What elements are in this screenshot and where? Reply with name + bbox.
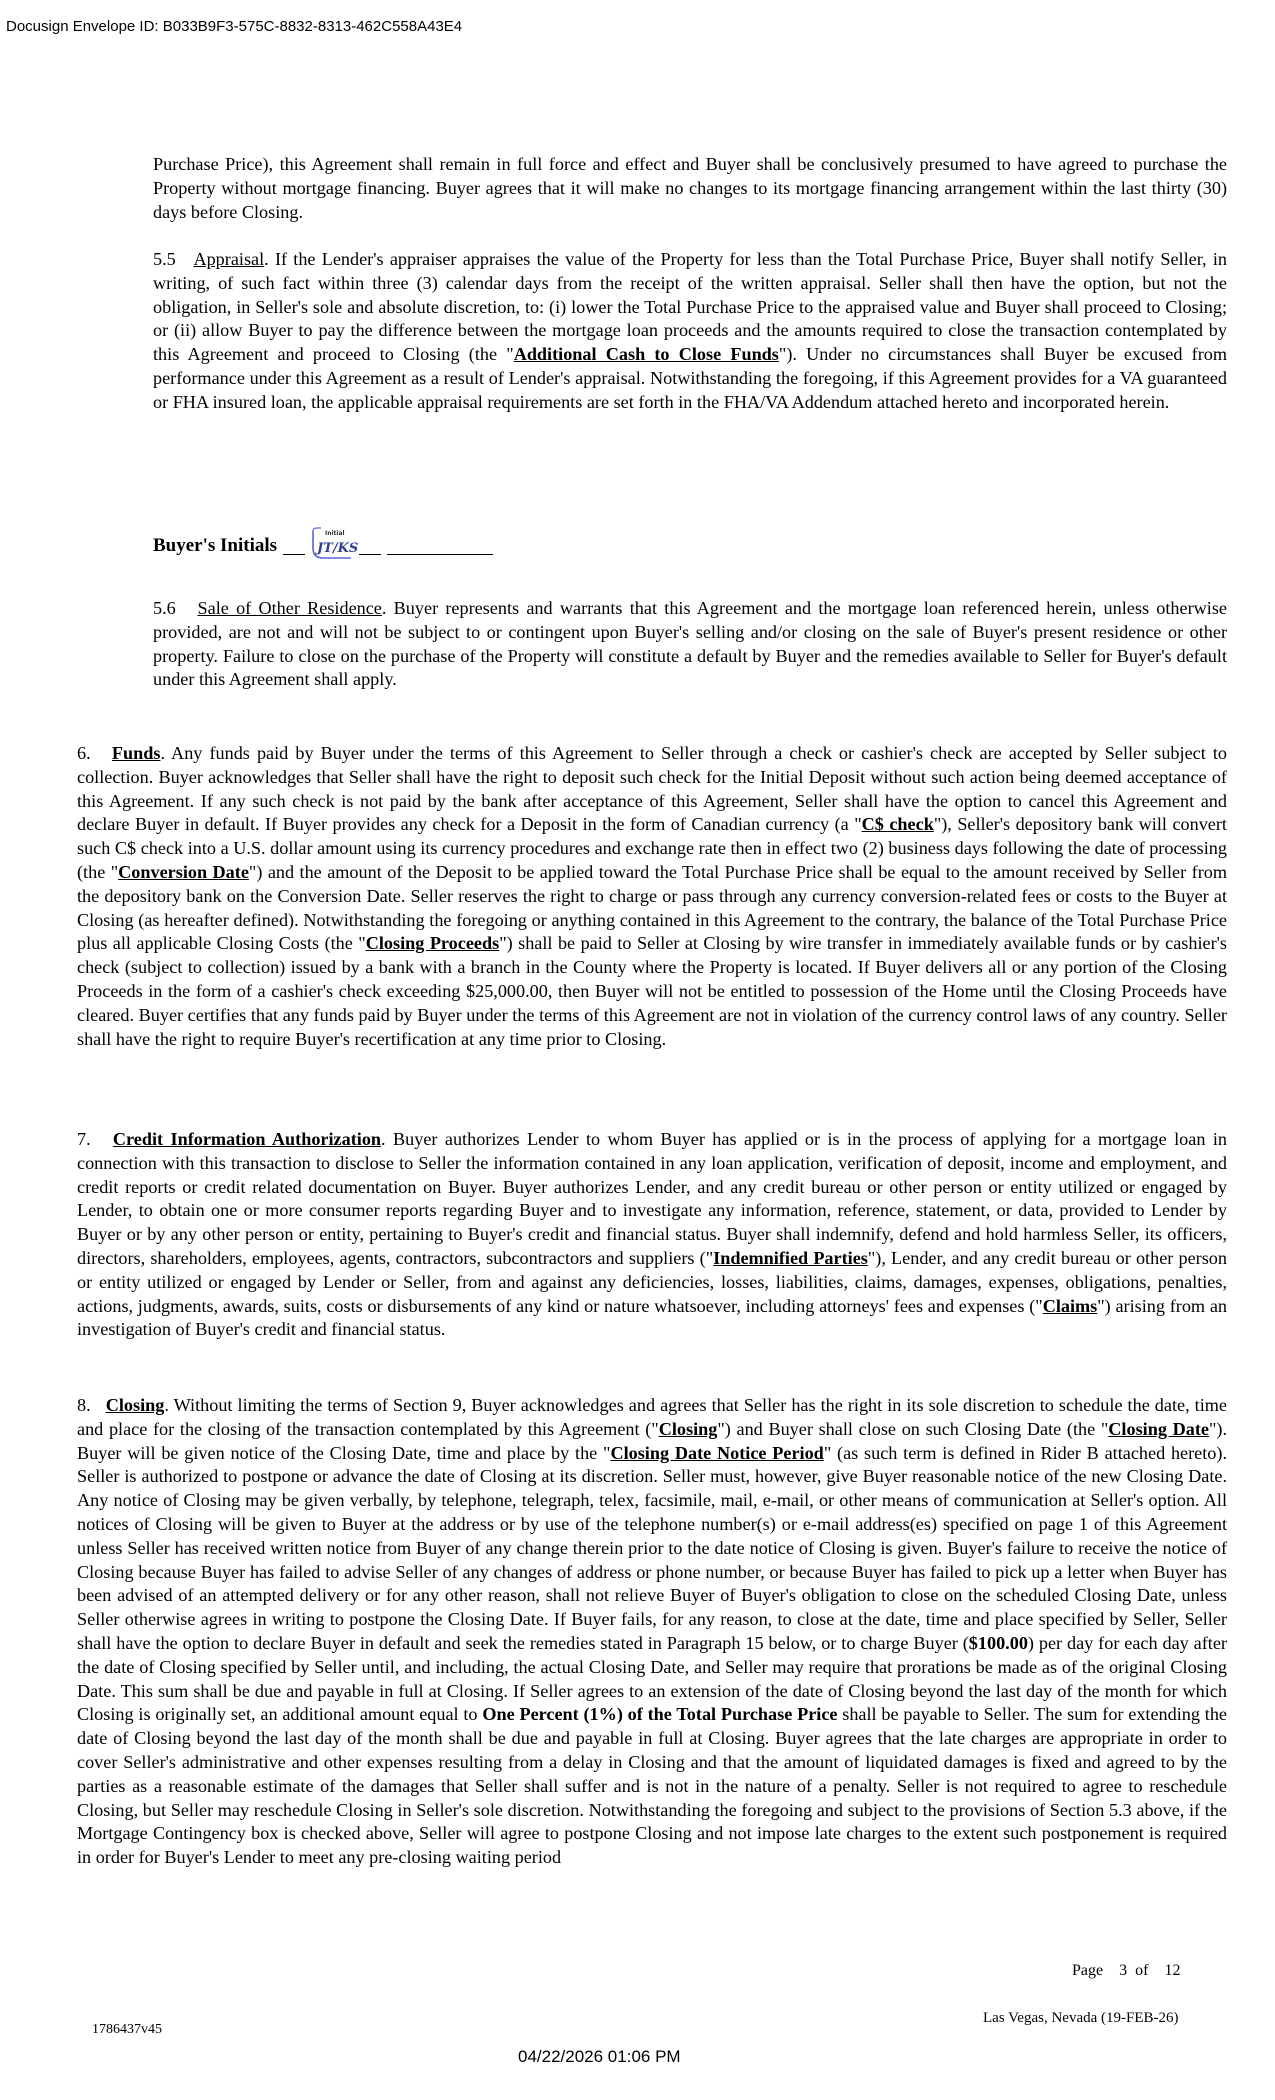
section-text: ") shall be paid to Seller at Closing by wire transfer in immediately available funds or by cashier's check (subject to collection) issued by a bank with a branch in the County where the Property is located. If Buyer delivers all or any portion of the Closing Proceeds in the form of a cashier's check exceeding $25,000.00, then Buyer will not be entitled to possession of the Home until the Closing Proceeds have cleared. Buyer certifies that any funds paid by Buyer under the terms of this Agreement are not in violation of the currency control laws of any country. Seller shall have the right to require Buyer's recertification at any time prior to Closing.	[77, 933, 1227, 1049]
initials-box-label: Initial	[325, 530, 345, 537]
section-text: ") and Buyer shall close on such Closing Date (the "	[717, 1418, 1109, 1439]
bold-amount: $100.00	[968, 1632, 1028, 1653]
initials-label: Buyer's Initials	[153, 535, 278, 556]
section-text: ") arising from an investigation of Buyer's credit and financial status.	[77, 1295, 1227, 1340]
buyers-initials	[153, 528, 493, 564]
location-date: Las Vegas, Nevada (19-FEB-26)	[983, 2010, 1179, 2026]
section-text: . If the Lender's appraiser appraises the value of the Property for less than the Total Purchase Price, Buyer shall notify Seller, in writing, of such fact within three (3) calendar days from the receipt of the written appraisal. Seller shall then have the option, but not the obligation, in Seller's sole and absolute discretion, to: (i) lower the Total Purchase Price to the appraised value and Buyer shall proceed to Closing; or (ii) allow Buyer to pay the difference between the mortgage loan proceeds and the amounts required to close the transaction contemplated by this Agreement and proceed to Closing (the "	[153, 249, 1227, 365]
page-current: 3	[1119, 1962, 1128, 1979]
defined-term: Indemnified Parties	[713, 1247, 868, 1268]
defined-term: Closing Proceeds	[365, 933, 500, 954]
section-text: . Buyer authorizes Lender to whom Buyer has applied or is in the process of applying for a mortgage loan in connection with this transaction to disclose to Seller the information contained in any loan application, verification of deposit, income and employment, and credit reports or credit related documentation on Buyer. Buyer authorizes Lender, and any credit bureau or other person or entity utilized or engaged by Lender, to obtain one or more consumer reports regarding Buyer and to investigate any information, reference, statement, or data, provided to Lender by Buyer or by any other person or entity, pertaining to Buyer's credit and financial status. Buyer shall indemnify, defend and hold harmless Seller, its officers, directors, shareholders, employees, agents, contractors, subcontractors and suppliers ("	[77, 1129, 1228, 1268]
signature-line	[359, 538, 381, 555]
page-label: Page	[1072, 1962, 1104, 1979]
initials-signature-box[interactable]	[307, 528, 359, 564]
defined-term: Conversion Date	[118, 861, 249, 882]
defined-term: Closing	[658, 1418, 718, 1439]
page-of: of	[1135, 1962, 1149, 1979]
section-text: . Without limiting the terms of Section 9, Buyer acknowledges and agrees that Seller has the right in its sole discretion to schedule the date, time and place for the closing of the transaction contemplated by this Agreement ("	[77, 1395, 1227, 1439]
section-text: "), Lender, and any credit bureau or other person or entity utilized or engaged by Lender or Seller, from and against any deficiencies, losses, liabilities, claims, damages, expenses, obligations, penalties, actions, judgments, awards, suits, costs or disbursements of any kind or nature whatsoever, including attorneys' fees and expenses ("	[77, 1247, 1227, 1316]
defined-term: Additional Cash to Close Funds	[513, 344, 779, 365]
page-number	[1072, 1962, 1180, 1980]
section-6	[77, 742, 1227, 1051]
section-title: Sale of Other Residence	[197, 598, 382, 618]
signature-line	[387, 538, 493, 555]
section-title: Credit Information Authorization	[112, 1129, 382, 1149]
initials-signature-graphic	[307, 528, 359, 566]
section-number: 8.	[77, 1395, 91, 1415]
timestamp: 04/22/2026 01:06 PM	[518, 2047, 681, 2066]
section-text: "), Seller's depository bank will convert such C$ check into a U.S. dollar amount using its currency procedures and exchange rate then in effect two (2) business days following the date of processing (the "	[77, 814, 1227, 882]
paragraph-5-4-continuation: Purchase Price), this Agreement shall remain in full force and effect and Buyer shall be conclusively presumed to have agreed to purchase the Property without mortgage financing. Buyer agrees that it will make no changes to its mortgage financing arrangement within the last thirty (30) days before Closing.	[153, 154, 1227, 222]
signature-line	[283, 538, 305, 555]
defined-term: Claims	[1042, 1295, 1098, 1316]
section-text: "). Buyer will be given notice of the Closing Date, time and place by the "	[77, 1418, 1227, 1463]
document-id: 1786437v45	[92, 2022, 162, 2037]
section-text: ") and the amount of the Deposit to be applied toward the Total Purchase Price shall be equal to the amount received by Seller from the depository bank on the Conversion Date. Seller reserves the right to charge or pass through any currency conversion-related fees or costs to the Buyer at Closing (as hereafter defined). Notwithstanding the foregoing or anything contained in this Agreement to the contrary, the balance of the Total Purchase Price plus all applicable Closing Costs (the "	[77, 861, 1227, 954]
envelope-id: Docusign Envelope ID: B033B9F3-575C-8832-8313-462C558A43E4	[6, 18, 463, 35]
bold-amount: One Percent (1%) of the Total Purchase Price	[482, 1704, 838, 1725]
section-text: " (as such term is defined in Rider B attached hereto). Seller is authorized to postpone or advance the date of Closing at its discretion. Seller must, however, give Buyer reasonable notice of the new Closing Date. Any notice of Closing may be given verbally, by telephone, telegraph, telex, facsimile, mail, e-mail, or other means of communication at Seller's option. All notices of Closing will be given to Buyer at the address or by use of the telephone number(s) or e-mail address(es) specified on page 1 of this Agreement unless Seller has received written notice from Buyer of any change therein prior to the date notice of Closing is given. Buyer's failure to receive the notice of Closing because Buyer has failed to advise Seller of any changes of address or phone number, or because Buyer has failed to pick up a letter when Buyer has been advised of an attempted delivery or for any other reason, shall not relieve Buyer of Buyer's obligation to close on the scheduled Closing Date, unless Seller otherwise agrees in writing to postpone the Closing Date. If Buyer fails, for any reason, to close at the date, time and place specified by Seller, Seller shall have the option to declare Buyer in default and seek the remedies stated in Paragraph 15 below, or to charge Buyer (	[77, 1442, 1227, 1653]
section-7	[77, 1128, 1227, 1342]
section-text: . Any funds paid by Buyer under the terms of this Agreement to Seller through a check or cashier's check are accepted by Seller subject to collection. Buyer acknowledges that Seller shall have the right to deposit such check for the Initial Deposit without such action being deemed acceptance of this Agreement. If any such check is not paid by the bank after acceptance of this Agreement, Seller shall have the option to cancel this Agreement and declare Buyer in default. If Buyer provides any check for a Deposit in the form of Canadian currency (a "	[77, 743, 1228, 835]
section-number: 6.	[77, 743, 91, 763]
section-text: "). Under no circumstances shall Buyer be excused from performance under this Agreement as a result of Lender's appraisal. Notwithstanding the foregoing, if this Agreement provides for a VA guaranteed or FHA insured loan, the applicable appraisal requirements are set forth in the FHA/VA Addendum attached hereto and incorporated herein.	[153, 344, 1228, 412]
section-number: 5.6	[153, 598, 176, 618]
section-title: Appraisal	[193, 249, 265, 269]
section-title: Closing	[105, 1395, 165, 1415]
section-title: Funds	[111, 743, 161, 763]
section-number: 5.5	[153, 249, 176, 269]
page-total: 12	[1164, 1962, 1181, 1979]
defined-term: Closing Date Notice Period	[610, 1442, 824, 1463]
section-text: shall be payable to Seller. The sum for extending the date of Closing beyond the last day of the month shall be due and payable in full at Closing. Buyer agrees that the late charges are appropriate in order to cover Seller's administrative and other expenses resulting from a delay in Closing and that the amount of liquidated damages is fixed and agreed to by the parties as a reasonable estimate of the damages that Seller shall suffer and is not in the nature of a penalty. Seller is not required to agree to reschedule Closing, but Seller may reschedule Closing in Seller's sole discretion. Notwithstanding the foregoing and subject to the provisions of Section 5.3 above, if the Mortgage Contingency box is checked above, Seller will agree to postpone Closing and not impose late charges to the extent such postponement is required in order for Buyer's Lender to meet any pre-closing waiting period	[77, 1704, 1227, 1868]
section-5-6	[153, 597, 1227, 692]
section-5-5	[153, 248, 1227, 415]
section-number: 7.	[77, 1129, 91, 1149]
section-text: ) per day for each day after the date of Closing specified by Seller until, and including, the actual Closing Date, and Seller may require that prorations be made as of the original Closing Date. This sum shall be due and payable in full at Closing. If Seller agrees to an extension of the date of Closing beyond the last day of the month for which Closing is originally set, an additional amount equal to	[77, 1632, 1227, 1725]
initials-signature-text: JT/KS	[317, 541, 359, 556]
section-8	[77, 1394, 1227, 1870]
section-text: . Buyer represents and warrants that this Agreement and the mortgage loan referenced herein, unless otherwise provided, are not and will not be subject to or contingent upon Buyer's selling and/or closing on the sale of Buyer's present residence or other property. Failure to close on the purchase of the Property will constitute a default by Buyer and the remedies available to Seller for Buyer's default under this Agreement shall apply.	[153, 598, 1227, 690]
defined-term: Closing Date	[1108, 1418, 1209, 1439]
defined-term: C$ check	[861, 814, 934, 835]
